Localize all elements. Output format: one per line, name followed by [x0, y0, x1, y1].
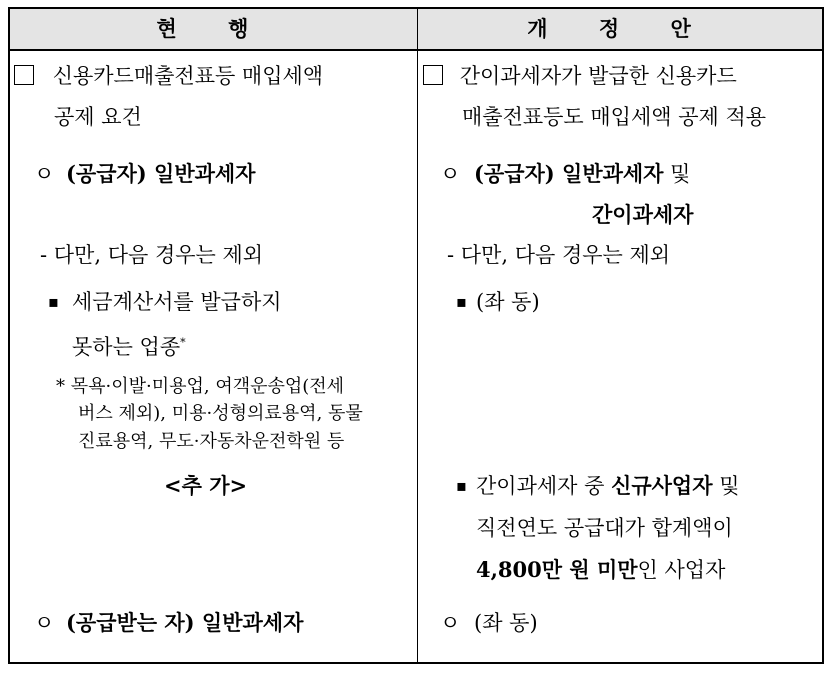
right-cond-rest: 및: [663, 162, 691, 186]
right-new-line2: 직전연도 공급대가 합계액이: [476, 516, 733, 540]
right-bullet-2: ▪: [456, 476, 467, 495]
table-header: [10, 9, 822, 51]
right-item-line2: 매출전표등도 매입세액 공제 적용: [462, 105, 767, 129]
right-cond-line2: 간이과세자: [592, 202, 694, 227]
right-bullet-1: ▪: [456, 292, 467, 311]
right-new-line1-c: 및: [712, 474, 740, 498]
right-item-title: [423, 62, 737, 90]
left-sub1-line1: 세금계산서를 발급하지: [72, 290, 282, 314]
right-cond-bold: (공급자) 일반과세자: [474, 161, 664, 186]
left-item-title: [14, 62, 323, 90]
left-add: <추 가>: [164, 473, 248, 498]
left-cond2-prefix: ㅇ: [34, 611, 55, 635]
left-note-line3: 진료용역, 무도·자동차운전학원 등: [78, 431, 345, 452]
header-current: 현 행: [156, 16, 271, 41]
right-item-line1: 간이과세자가 발급한 신용카드: [459, 64, 737, 88]
footnote-mark: *: [180, 336, 186, 349]
checkbox-square-icon: [14, 65, 34, 85]
comparison-table: [8, 7, 824, 664]
checkbox-square-icon: [423, 65, 443, 85]
right-new-line1-b: 신규사업자: [611, 473, 713, 498]
left-note-line2: 버스 제외), 미용·성형의료용역, 동물: [78, 403, 363, 424]
right-same: (좌 동): [476, 290, 540, 314]
left-item-line1: 신용카드매출전표등 매입세액: [52, 64, 324, 88]
left-note-line1: * 목욕·이발·미용업, 여객운송업(전세: [56, 376, 345, 397]
left-cond-text: (공급자) 일반과세자: [66, 161, 256, 186]
left-except: - 다만, 다음 경우는 제외: [40, 243, 264, 267]
right-except: - 다만, 다음 경우는 제외: [447, 243, 671, 267]
left-cond-prefix: ㅇ: [34, 162, 55, 186]
left-bullet-1: ▪: [48, 292, 59, 311]
right-new-line3-b: 인 사업자: [637, 558, 726, 582]
right-new-line3-a: 4,800만 원 미만: [476, 557, 638, 582]
left-sub1-line2: 못하는 업종: [72, 335, 181, 359]
left-item-line2: 공제 요건: [54, 105, 142, 129]
right-new-line1: [476, 472, 739, 500]
column-divider: [417, 9, 418, 662]
right-cond-prefix: ㅇ: [440, 162, 461, 186]
right-cond2-text: (좌 동): [474, 611, 538, 635]
right-cond-line1: [474, 160, 690, 188]
right-new-line3: [476, 556, 725, 584]
left-cond2-text: (공급받는 자) 일반과세자: [66, 610, 304, 635]
header-amended: 개 정 안: [527, 16, 713, 41]
right-cond2-prefix: ㅇ: [440, 611, 461, 635]
left-sub1-line2-wrap: [72, 329, 186, 361]
right-new-line1-a: 간이과세자 중: [476, 474, 612, 498]
